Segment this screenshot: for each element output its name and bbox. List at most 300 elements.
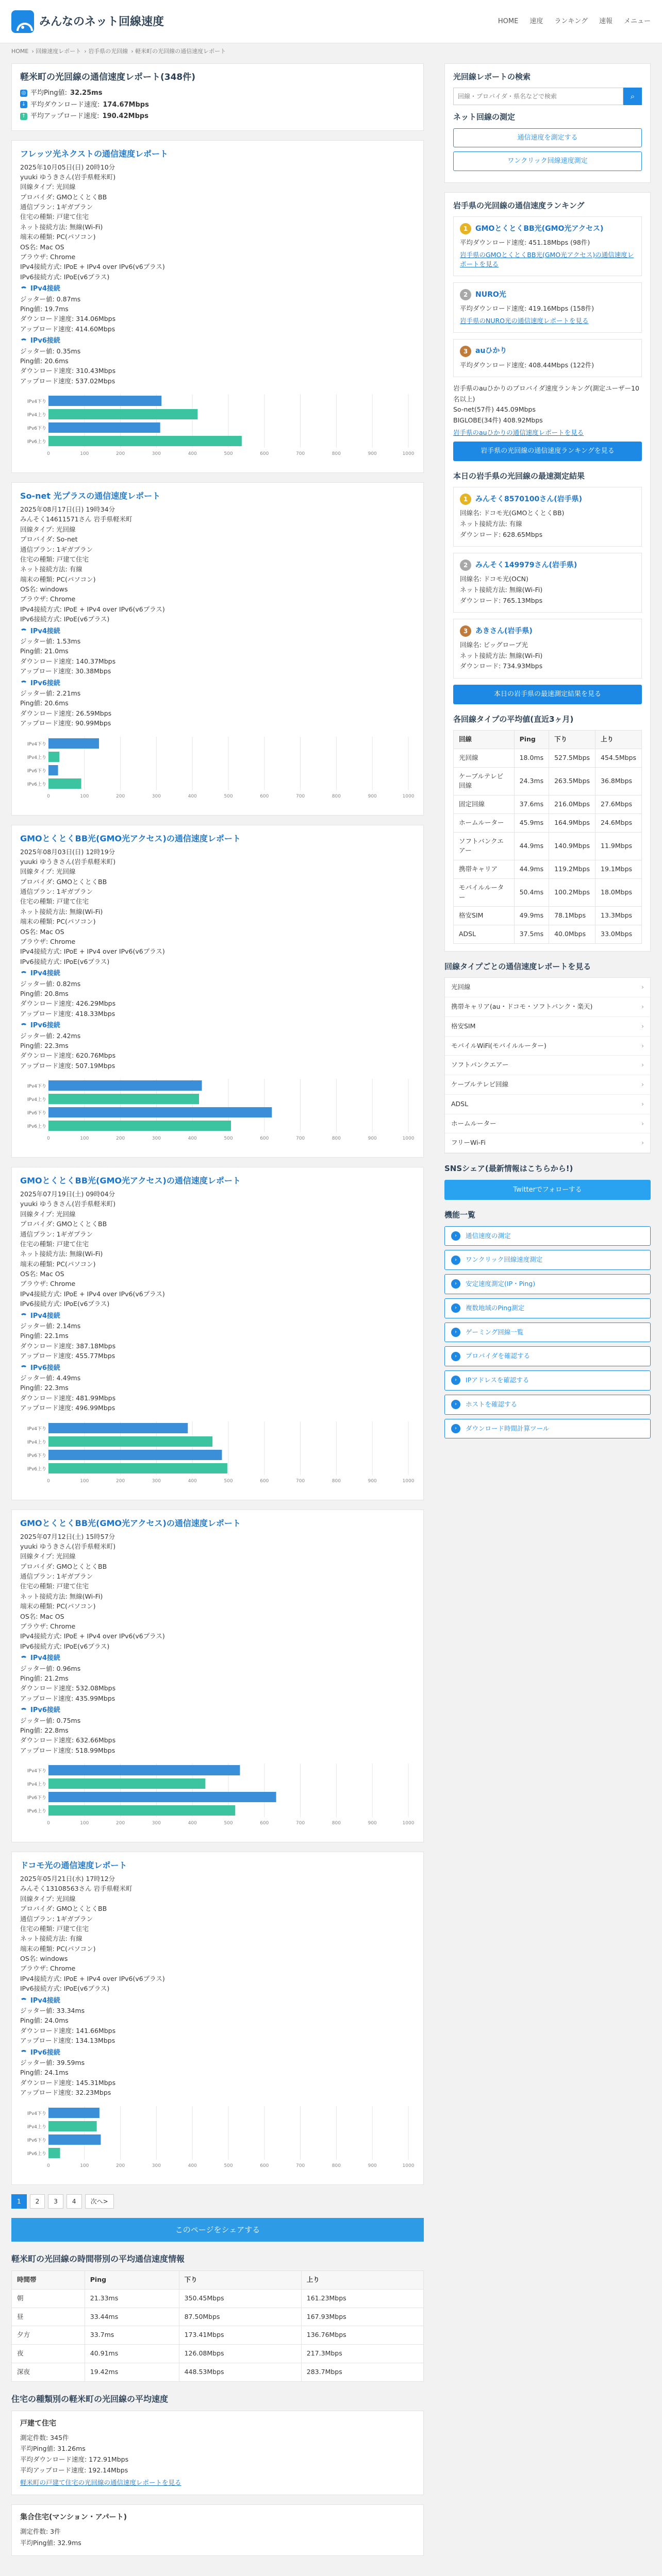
bar-ipv4下り	[48, 396, 161, 406]
housing-ping: 平均Ping値: 31.26ms	[20, 2444, 86, 2452]
oneclick-test-button[interactable]: ワンクリック回線速度測定	[453, 151, 642, 171]
housing-down: 平均ダウンロード速度: 172.91Mbps	[20, 2455, 129, 2463]
ipv4-jitter: ジッター値: 0.87ms	[20, 295, 81, 303]
page-3[interactable]: 3	[48, 2194, 63, 2209]
report-meta: ブラウザ: Chrome	[20, 595, 76, 603]
type-menu	[444, 977, 651, 1154]
y-category-label: IPv4上り	[27, 1097, 46, 1103]
type-menu-item[interactable]: ADSL ›	[445, 1095, 650, 1114]
table-row	[12, 2289, 424, 2308]
today-item	[453, 553, 642, 613]
table-cell: 527.5Mbps	[549, 749, 595, 767]
x-tick-label: 900	[368, 451, 377, 456]
y-category-label: IPv4下り	[27, 1769, 46, 1774]
ipv4-ping: Ping値: 19.7ms	[20, 304, 69, 313]
report-meta: 回線タイプ: 光回線	[20, 1894, 76, 1903]
report-meta: 通信プラン: 1ギガプラン	[20, 1572, 93, 1580]
bar-ipv4上り	[48, 409, 197, 419]
y-category-label: IPv6上り	[27, 782, 46, 787]
table-cell: 携帯キャリア	[454, 860, 515, 879]
ipv4-up: アップロード速度: 435.99Mbps	[20, 1694, 115, 1702]
x-tick-label: 500	[224, 2163, 233, 2168]
medal-icon: 2	[460, 560, 471, 571]
report-title-link[interactable]: ドコモ光の通信速度レポート	[20, 1860, 127, 1870]
table-cell: モバイルルーター	[454, 878, 515, 907]
speed-bar-chart	[20, 1076, 415, 1148]
table-cell: 18.0ms	[514, 749, 549, 767]
type-menu-item[interactable]: ソフトバンクエアー ›	[445, 1056, 650, 1075]
ipv6-ping: Ping値: 22.8ms	[20, 1726, 69, 1734]
x-tick-label: 100	[80, 1136, 89, 1141]
table-cell: 37.6ms	[514, 795, 549, 814]
table-cell: 24.6Mbps	[595, 814, 642, 832]
ipv4-up: アップロード速度: 414.60Mbps	[20, 325, 115, 333]
rank-item	[453, 282, 642, 332]
x-tick-label: 400	[188, 2163, 197, 2168]
x-tick-label: 500	[224, 793, 233, 799]
time-table	[11, 2270, 424, 2382]
tool-label: ダウンロード時間計算ツール	[466, 1424, 550, 1432]
y-category-label: IPv6上り	[27, 2151, 46, 2157]
report-meta: OS名: windows	[20, 585, 68, 593]
tool-icon: ›	[451, 1352, 460, 1361]
tool-button[interactable]	[444, 1274, 651, 1294]
table-cell: 44.9ms	[514, 860, 549, 879]
speed-bar-chart	[20, 391, 415, 463]
report-meta: 端末の種類: PC(パソコン)	[20, 1944, 96, 1953]
ipv6-label: IPv6接続	[30, 1706, 60, 1714]
ipv6-method: IPv6接続方式: IPoE(v6プラス)	[20, 1642, 110, 1650]
housing-title: 住宅の種類別の軽米町の光回線の平均速度	[11, 2394, 169, 2404]
ipv4-ping: Ping値: 21.0ms	[20, 647, 69, 655]
ipv6-method: IPv6接続方式: IPoE(v6プラス)	[20, 615, 110, 623]
ipv6-jitter: ジッター値: 0.75ms	[20, 1716, 81, 1724]
ipv4-heading	[20, 1996, 415, 2006]
table-cell: 126.08Mbps	[179, 2345, 301, 2363]
report-meta: ブラウザ: Chrome	[20, 1280, 76, 1288]
table-row	[12, 2326, 424, 2345]
report-meta: プロバイダ: GMOとくとくBB	[20, 1905, 107, 1913]
x-tick-label: 100	[80, 1478, 89, 1484]
x-tick-label: 300	[152, 451, 161, 456]
x-tick-label: 800	[332, 793, 341, 799]
report-user: yuuki ゆうきさん(岩手県軽米町)	[20, 857, 116, 866]
tool-button[interactable]	[444, 1370, 651, 1391]
x-tick-label: 400	[188, 451, 197, 456]
housing-card	[11, 2411, 424, 2496]
rank-name[interactable]: auひかり	[475, 347, 507, 355]
page-2[interactable]: 2	[30, 2194, 45, 2209]
report-meta: ネット接続方法: 無線(Wi-Fi)	[20, 223, 103, 231]
page-next[interactable]: 次へ>	[85, 2194, 114, 2209]
bar-ipv4下り	[48, 738, 99, 749]
report-meta: 端末の種類: PC(パソコン)	[20, 1260, 96, 1268]
medal-icon: 3	[460, 346, 471, 357]
type-menu-item[interactable]: ホームルーター ›	[445, 1114, 650, 1134]
x-tick-label: 1000	[402, 793, 415, 799]
ipv6-up: アップロード速度: 507.19Mbps	[20, 1061, 115, 1070]
housing-section	[11, 2393, 424, 2556]
x-tick-label: 100	[80, 1821, 89, 1826]
tool-label: IPアドレスを確認する	[466, 1376, 529, 1384]
type-menu-item[interactable]: モバイルWiFi(モバイルルーター) ›	[445, 1037, 650, 1056]
table-cell: 167.93Mbps	[301, 2308, 423, 2326]
report-title-link[interactable]: So-net 光プラスの通信速度レポート	[20, 491, 161, 501]
ipv4-heading	[20, 969, 415, 979]
ipv4-label: IPv4接続	[30, 285, 60, 293]
table-cell: 216.0Mbps	[549, 795, 595, 814]
ipv4-method: IPv4接続方式: IPoE + IPv4 over IPv6(v6プラス)	[20, 263, 165, 271]
y-category-label: IPv4下り	[27, 741, 46, 747]
today-down: ダウンロード: 734.93Mbps	[460, 662, 543, 670]
avg-ping-label: 平均Ping値:	[30, 89, 68, 97]
ipv6-label: IPv6接続	[30, 2048, 60, 2057]
table-cell: 11.9Mbps	[595, 832, 642, 860]
ipv6-down: ダウンロード速度: 26.59Mbps	[20, 709, 112, 717]
speed-bar-chart	[20, 734, 415, 806]
table-cell: 119.2Mbps	[549, 860, 595, 879]
search-input[interactable]	[453, 88, 623, 105]
tool-button[interactable]	[444, 1419, 651, 1439]
share-button[interactable]	[11, 2218, 424, 2242]
x-tick-label: 1000	[402, 2163, 415, 2168]
bar-ipv4下り	[48, 1080, 202, 1091]
x-tick-label: 200	[116, 451, 125, 456]
page-title: 軽米町の光回線の通信速度レポート(348件)	[20, 72, 196, 82]
ipv4-jitter: ジッター値: 0.82ms	[20, 979, 81, 988]
rank-link[interactable]: 岩手県のGMOとくとくBB光(GMO光アクセス)の通信速度レポートを見る	[460, 250, 634, 268]
tool-button[interactable]	[444, 1395, 651, 1415]
ipv6-down: ダウンロード速度: 145.31Mbps	[20, 2078, 116, 2087]
nav-home[interactable]: HOME	[498, 18, 519, 26]
x-tick-label: 300	[152, 1821, 161, 1826]
speed-bar-chart	[20, 1760, 415, 1833]
report-meta: 回線タイプ: 光回線	[20, 1210, 76, 1218]
twitter-follow-button[interactable]	[444, 1180, 651, 1200]
table-cell: 173.41Mbps	[179, 2326, 301, 2345]
medal-icon: 2	[460, 289, 471, 300]
report-meta: 住宅の種類: 戸建て住宅	[20, 1240, 89, 1248]
speed-test-button[interactable]: 通信速度を測定する	[453, 128, 642, 148]
x-tick-label: 500	[224, 1136, 233, 1141]
today-head	[460, 494, 635, 505]
report-date: 2025年07月19日(土) 09時04分	[20, 1190, 115, 1198]
table-cell: 140.9Mbps	[549, 832, 595, 860]
bar-ipv6上り	[48, 1805, 235, 1816]
report-date: 2025年07月12日(土) 15時57分	[20, 1532, 115, 1540]
table-cell: 454.5Mbps	[595, 749, 642, 767]
ipv6-jitter: ジッター値: 2.42ms	[20, 1031, 81, 1040]
x-tick-label: 500	[224, 1821, 233, 1826]
tool-icon: ›	[451, 1256, 460, 1265]
today-name[interactable]: あきさん(岩手県)	[475, 626, 533, 635]
avg-down-row	[20, 100, 415, 110]
table-cell: 448.53Mbps	[179, 2363, 301, 2381]
bar-ipv6上り	[48, 1121, 231, 1131]
bar-ipv4上り	[48, 2121, 97, 2131]
today-item	[453, 487, 642, 547]
x-tick-label: 600	[260, 451, 269, 456]
y-category-label: IPv6上り	[27, 439, 46, 445]
breadcrumb-item[interactable]: 回線速度レポート	[36, 48, 81, 55]
y-category-label: IPv6下り	[27, 1795, 46, 1801]
avg-up-label: 平均アップロード速度:	[30, 112, 100, 120]
ipv6-method: IPv6接続方式: IPoE(v6プラス)	[20, 1985, 110, 1993]
x-tick-label: 0	[47, 1478, 50, 1484]
report-meta: ネット接続方法: 無線(Wi-Fi)	[20, 907, 103, 916]
report-meta: 端末の種類: PC(パソコン)	[20, 233, 96, 241]
avg-up-value: 190.42Mbps	[102, 112, 148, 120]
ipv4-jitter: ジッター値: 2.14ms	[20, 1322, 81, 1330]
ipv6-up: アップロード速度: 496.99Mbps	[20, 1404, 115, 1412]
table-row	[454, 925, 642, 944]
site-logo[interactable]	[11, 10, 164, 33]
report-meta: 回線タイプ: 光回線	[20, 868, 76, 876]
x-tick-label: 300	[152, 1136, 161, 1141]
bar-ipv4上り	[48, 1778, 205, 1789]
rank-name[interactable]: NURO光	[475, 290, 506, 299]
bar-ipv4下り	[48, 1765, 240, 1775]
nav-ranking[interactable]: ランキング	[554, 18, 588, 26]
column-header: 時間帯	[12, 2271, 85, 2290]
report-meta: OS名: Mac OS	[20, 243, 64, 251]
table-cell: 263.5Mbps	[549, 767, 595, 795]
y-category-label: IPv6下り	[27, 768, 46, 774]
search-button[interactable]	[623, 88, 642, 105]
y-category-label: IPv4下り	[27, 2111, 46, 2116]
breadcrumb-item[interactable]: 岩手県の光回線	[88, 48, 128, 55]
table-cell: 49.9ms	[514, 907, 549, 925]
table-row	[454, 795, 642, 814]
today-down: ダウンロード: 628.65Mbps	[460, 530, 543, 538]
breadcrumb-item[interactable]: HOME	[11, 48, 29, 55]
today-isp: 回線名: ビッグローブ光	[460, 641, 528, 649]
table-cell: ソフトバンクエアー	[454, 832, 515, 860]
report-card	[11, 140, 424, 473]
report-card	[11, 1852, 424, 2185]
search-icon: ⌕	[630, 92, 635, 101]
report-date: 2025年08月03日(日) 12時19分	[20, 848, 115, 856]
today-title: 本日の岩手県の光回線の最速測定結果	[453, 471, 585, 481]
main-content	[11, 63, 424, 2565]
ipv6-ping: Ping値: 20.6ms	[20, 357, 69, 365]
housing-name: 集合住宅(マンション・アパート)	[20, 2513, 127, 2522]
table-cell: 固定回線	[454, 795, 515, 814]
report-meta: 住宅の種類: 戸建て住宅	[20, 1582, 89, 1590]
ipv4-up: アップロード速度: 30.38Mbps	[20, 667, 111, 675]
time-table-section	[11, 2253, 424, 2382]
wifi-icon	[20, 338, 27, 344]
table-cell: 19.1Mbps	[595, 860, 642, 879]
y-category-label: IPv6下り	[27, 2138, 46, 2143]
ipv4-ping: Ping値: 20.8ms	[20, 989, 69, 997]
ipv6-jitter: ジッター値: 0.35ms	[20, 347, 81, 355]
column-header: Ping	[514, 731, 549, 749]
report-meta: 住宅の種類: 戸建て住宅	[20, 555, 89, 563]
bar-ipv6下り	[48, 1792, 276, 1802]
bar-ipv6下り	[48, 1107, 272, 1117]
x-tick-label: 800	[332, 1136, 341, 1141]
table-cell: 昼	[12, 2308, 85, 2326]
y-category-label: IPv4下り	[27, 1426, 46, 1432]
bar-ipv4下り	[48, 2108, 100, 2118]
table-cell: 217.3Mbps	[301, 2345, 423, 2363]
x-tick-label: 700	[296, 1136, 305, 1141]
table-header-row	[12, 2271, 424, 2290]
search-card	[444, 63, 651, 183]
report-card	[11, 482, 424, 816]
nav-news[interactable]: 速報	[599, 18, 613, 26]
report-title-link[interactable]: GMOとくとくBB光(GMO光アクセス)の通信速度レポート	[20, 1176, 241, 1185]
table-cell: 21.33ms	[85, 2289, 179, 2308]
type-menu-item[interactable]: 格安SIM ›	[445, 1017, 650, 1037]
ipv4-jitter: ジッター値: 33.34ms	[20, 2007, 85, 2014]
ipv4-ping: Ping値: 22.1ms	[20, 1332, 69, 1340]
table-cell: 33.0Mbps	[595, 925, 642, 944]
x-tick-label: 500	[224, 1478, 233, 1484]
report-card	[11, 1510, 424, 1843]
tool-label: ゲーミング回線一覧	[466, 1328, 524, 1336]
bar-ipv6上り	[48, 436, 242, 446]
table-cell: 78.1Mbps	[549, 907, 595, 925]
ipv4-up: アップロード速度: 134.13Mbps	[20, 2037, 115, 2045]
wifi-icon	[20, 286, 27, 292]
wifi-icon	[20, 2050, 27, 2055]
ipv6-heading	[20, 1021, 415, 1031]
report-list	[11, 140, 424, 2185]
report-user: yuuki ゆうきさん(岩手県軽米町)	[20, 1200, 116, 1208]
bar-ipv6下り	[48, 422, 160, 433]
bar-ipv6上り	[48, 778, 81, 789]
type-menu-item[interactable]: フリーWi-Fi ›	[445, 1133, 650, 1153]
ipv6-method: IPv6接続方式: IPoE(v6プラス)	[20, 957, 110, 965]
page-4[interactable]: 4	[67, 2194, 82, 2209]
nav-menu[interactable]: メニュー	[623, 18, 651, 26]
rank-name[interactable]: GMOとくとくBB光(GMO光アクセス)	[475, 224, 604, 233]
report-meta: 回線タイプ: 光回線	[20, 183, 76, 191]
nav-speed[interactable]: 速度	[529, 18, 543, 26]
housing-name: 戸建て住宅	[20, 2419, 56, 2428]
share-label: このページをシェアする	[175, 2225, 260, 2234]
page-1[interactable]: 1	[11, 2194, 27, 2209]
y-category-label: IPv6上り	[27, 1124, 46, 1129]
ipv6-heading	[20, 1363, 415, 1374]
report-title-link[interactable]: GMOとくとくBB光(GMO光アクセス)の通信速度レポート	[20, 1518, 241, 1528]
rank-note-link[interactable]: 岩手県のauひかりの通信速度レポートを見る	[453, 428, 584, 436]
x-tick-label: 700	[296, 2163, 305, 2168]
today-more-button[interactable]: 本日の岩手県の最速測定結果を見る	[453, 685, 642, 704]
speed-bar-chart	[20, 2103, 415, 2175]
tool-button[interactable]	[444, 1298, 651, 1318]
y-category-label: IPv6下り	[27, 1453, 46, 1459]
today-name[interactable]: みんそく8570100さん(岩手県)	[475, 495, 582, 503]
table-cell: 格安SIM	[454, 907, 515, 925]
report-card	[11, 825, 424, 1158]
ipv6-ping: Ping値: 24.1ms	[20, 2069, 69, 2077]
tool-button[interactable]	[444, 1226, 651, 1246]
avg-up-row	[20, 111, 415, 122]
tool-button[interactable]	[444, 1346, 651, 1366]
tool-icon: ›	[451, 1279, 460, 1289]
x-tick-label: 0	[47, 1136, 50, 1141]
table-row	[454, 749, 642, 767]
ipv6-up: アップロード速度: 537.02Mbps	[20, 377, 115, 385]
tool-button[interactable]	[444, 1250, 651, 1270]
rank-note-row: BIGLOBE(34件) 408.92Mbps	[453, 416, 543, 424]
report-meta: 通信プラン: 1ギガプラン	[20, 545, 93, 553]
ipv6-heading	[20, 2048, 415, 2058]
table-row	[454, 832, 642, 860]
x-tick-label: 600	[260, 1478, 269, 1484]
today-name[interactable]: みんそく14997​9さん(岩手県)	[475, 561, 577, 569]
x-tick-label: 800	[332, 2163, 341, 2168]
ipv4-ping: Ping値: 21.2ms	[20, 1674, 69, 1682]
table-cell: 光回線	[454, 749, 515, 767]
tool-label: 安定速度測定(IP・Ping)	[466, 1280, 536, 1287]
y-category-label: IPv6下り	[27, 1111, 46, 1116]
report-meta: 通信プラン: 1ギガプラン	[20, 203, 93, 211]
breadcrumb: HOME › 回線速度レポート › 岩手県の光回線 › 軽米町の光回線の通信速度レポート	[11, 48, 226, 55]
x-tick-label: 400	[188, 1136, 197, 1141]
report-meta: 通信プラン: 1ギガプラン	[20, 1914, 93, 1923]
table-cell: 164.9Mbps	[549, 814, 595, 832]
report-title-link[interactable]: GMOとくとくBB光(GMO光アクセス)の通信速度レポート	[20, 833, 241, 843]
ipv4-heading	[20, 1653, 415, 1664]
tool-label: 複数地域のPing測定	[466, 1303, 525, 1312]
housing-link[interactable]: 軽米町の戸建て住宅の光回線の通信速度レポートを見る	[20, 2478, 181, 2486]
wifi-icon	[20, 1023, 27, 1028]
type-menu-item[interactable]: 光回線 ›	[445, 978, 650, 997]
table-cell: 100.2Mbps	[549, 878, 595, 907]
report-meta: 住宅の種類: 戸建て住宅	[20, 213, 89, 221]
breadcrumb-current: 軽米町の光回線の通信速度レポート	[135, 48, 226, 55]
table-cell: 50.4ms	[514, 878, 549, 907]
ipv4-label: IPv4接続	[30, 970, 60, 977]
today-item	[453, 619, 642, 679]
report-meta: プロバイダ: GMOとくとくBB	[20, 1220, 107, 1228]
y-category-label: IPv6下り	[27, 426, 46, 431]
logo-icon	[11, 10, 34, 33]
table-cell: 87.50Mbps	[179, 2308, 301, 2326]
ipv6-heading	[20, 336, 415, 346]
report-meta: ネット接続方法: 無線(Wi-Fi)	[20, 1250, 103, 1258]
rank-head	[460, 346, 635, 357]
type-menu-item[interactable]: ケーブルテレビ回線 ›	[445, 1075, 650, 1095]
bar-ipv4上り	[48, 752, 59, 762]
report-meta: 端末の種類: PC(パソコン)	[20, 575, 96, 583]
report-title-link[interactable]: フレッツ光ネクストの通信速度レポート	[20, 148, 169, 159]
report-meta: ネット接続方法: 無線(Wi-Fi)	[20, 1592, 103, 1600]
today-head	[460, 625, 635, 637]
x-tick-label: 900	[368, 1821, 377, 1826]
report-user: みんそく13108563さん 岩手県軽米町	[20, 1885, 133, 1893]
ipv6-heading	[20, 1705, 415, 1716]
report-date: 2025年08月17日(日) 19時34分	[20, 505, 115, 513]
summary-card	[11, 63, 424, 131]
rank-link[interactable]: 岩手県のNURO光の通信速度レポートを見る	[460, 316, 589, 325]
wifi-icon	[20, 1365, 27, 1370]
wifi-icon	[20, 1656, 27, 1661]
report-user: yuuki ゆうきさん(岩手県軽米町)	[20, 173, 116, 181]
tool-label: プロバイダを確認する	[466, 1352, 531, 1360]
x-tick-label: 400	[188, 1478, 197, 1484]
wifi-icon	[20, 629, 27, 634]
rank-down: 平均ダウンロード速度: 408.44Mbps (122件)	[460, 361, 594, 369]
tools-title: 機能一覧	[444, 1210, 476, 1219]
ranking-more-button[interactable]: 岩手県の光回線の通信速度ランキングを見る	[453, 442, 642, 461]
type-menu-item[interactable]: 携帯キャリア(au・ドコモ・ソフトバンク・楽天) ›	[445, 997, 650, 1017]
tool-button[interactable]	[444, 1323, 651, 1343]
